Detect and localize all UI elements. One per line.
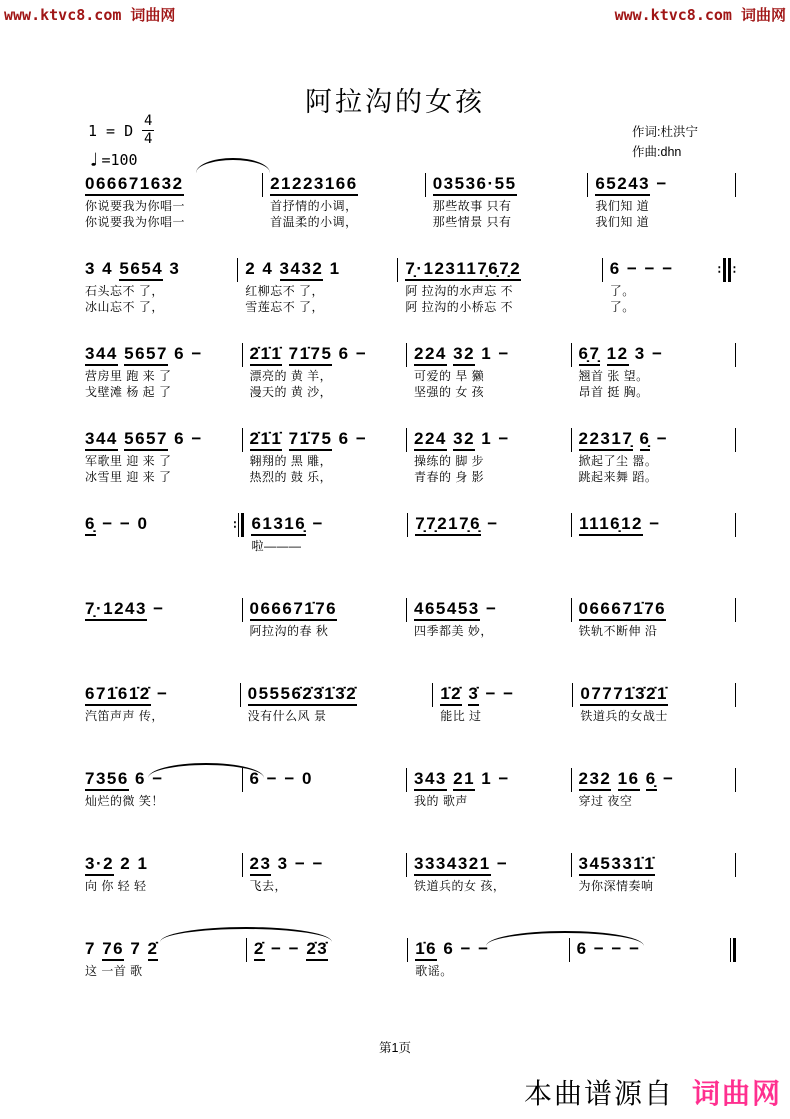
- notes: 6 − − −: [609, 259, 674, 278]
- lyric-line: 翘首 张 望。: [578, 369, 649, 383]
- source-brand: 词曲网: [691, 1078, 782, 1109]
- notes: 7̣·123117̣6̣7̣2: [405, 257, 596, 283]
- notes: 65243 −: [595, 172, 730, 198]
- barline: [406, 853, 407, 877]
- measure: [414, 767, 571, 809]
- notes: 3·2 2 1: [85, 852, 237, 878]
- lyric-line: 铁道兵的女 孩，: [414, 879, 506, 893]
- measure: [245, 257, 397, 315]
- lyric-line: 掀起了尘 嚣。: [578, 454, 658, 468]
- lyric-line: 营房里 跑 来 了: [85, 369, 172, 383]
- notes: 344 5657 6 −: [85, 342, 237, 368]
- barline: [735, 683, 736, 707]
- lyric-line: 雪莲忘不 了，: [245, 300, 325, 314]
- source-attribution: [524, 1072, 782, 1112]
- lyric-line: 阿 拉沟的水声忘 不: [405, 284, 514, 298]
- notes: 21223166: [270, 172, 420, 198]
- notes: 05556̇2̇3̇1̇3̇2̇: [248, 682, 428, 708]
- measure: [85, 937, 246, 979]
- notes: 6 − − −: [576, 939, 641, 958]
- barline: [406, 428, 407, 452]
- notes: 2 4 3432 1: [245, 257, 392, 283]
- notes: 344 5657 6 −: [85, 427, 237, 453]
- lyric-line: 啦———: [251, 539, 302, 553]
- barline: [571, 343, 572, 367]
- barline: [572, 683, 573, 707]
- notes: 3 4 5654 3: [85, 257, 232, 283]
- lyric-line: 穿过 夜空: [578, 794, 633, 808]
- notes: 465453 −: [414, 597, 566, 623]
- notes: 3334321 −: [414, 852, 566, 878]
- barline: [735, 173, 736, 197]
- lyric-line: 操练的 脚 步: [414, 454, 485, 468]
- page-number: 第1页: [379, 1041, 411, 1055]
- measure: [85, 427, 242, 485]
- notes: 343 21 1 −: [414, 767, 566, 793]
- lyric-line: 这 一首 歌: [85, 964, 143, 978]
- lyric-line: 阿拉沟的春 秋: [249, 624, 329, 638]
- barline: [735, 768, 736, 792]
- notes: 224 32 1 −: [414, 342, 566, 368]
- barline: [406, 343, 407, 367]
- measure: [579, 597, 736, 639]
- measure: [405, 257, 601, 315]
- lyric-line: 你说要我为你唱一: [85, 215, 186, 229]
- measure: [250, 767, 407, 793]
- measure: [248, 682, 433, 724]
- measure: [85, 597, 242, 623]
- measure: [85, 682, 240, 724]
- barline: [397, 258, 398, 282]
- lyric-line: 能比 过: [440, 709, 482, 723]
- barline: [407, 513, 408, 537]
- measure: [440, 682, 572, 724]
- lyric-line: 飞去，: [249, 879, 288, 893]
- tempo-value: =100: [101, 151, 138, 170]
- barline: [406, 768, 407, 792]
- notes: 1̇6 6 − −: [415, 937, 563, 963]
- measure: [579, 427, 736, 485]
- barline: [735, 513, 736, 537]
- system: [85, 427, 743, 485]
- measure: [580, 682, 735, 724]
- notes: 224 32 1 −: [414, 427, 566, 453]
- composer: 作曲:dhn: [632, 145, 682, 159]
- lyric-line: 冰雪里 迎 来 了: [85, 470, 172, 484]
- measure: [270, 172, 425, 230]
- barline: [735, 598, 736, 622]
- lyric-line: 可爱的 旱 獭: [414, 369, 485, 383]
- measure: [85, 852, 242, 894]
- barline: [571, 428, 572, 452]
- measure: [85, 342, 242, 400]
- lyric-line: 四季都美 妙，: [414, 624, 493, 638]
- notes: 232 16 6̣ −: [579, 767, 731, 793]
- lyric-line: 石头忘不 了，: [85, 284, 164, 298]
- barline: [735, 428, 736, 452]
- notes: 671̇61̇2̇ −: [85, 682, 235, 708]
- measure: [610, 257, 718, 315]
- lyric-line: 那些情景 只有: [432, 215, 512, 229]
- lyric-line: 红柳忘不 了，: [245, 284, 325, 298]
- measure: [250, 427, 407, 485]
- lyricist: 作词:杜洪宁: [632, 125, 698, 139]
- notes: 1̇2̇ 3̇ − −: [440, 682, 567, 708]
- measure: [251, 512, 407, 554]
- lyric-line: 你说要我为你唱一: [85, 199, 186, 213]
- lyric-line: 军歌里 迎 来 了: [85, 454, 172, 468]
- lyric-line: 铁轨不断伸 沿: [578, 624, 658, 638]
- barline: [406, 598, 407, 622]
- barline: [735, 343, 736, 367]
- lyric-line: 热烈的 鼓 乐，: [249, 470, 333, 484]
- measure: [414, 342, 571, 400]
- barline: [242, 598, 243, 622]
- system: [85, 597, 743, 639]
- notes: 1116̣12 −: [579, 512, 730, 538]
- notes: 6̣ − − 0: [85, 512, 228, 538]
- barline: [240, 683, 241, 707]
- barline: [242, 428, 243, 452]
- barline: [587, 173, 588, 197]
- repeat-both-barline: ∶ ∶: [718, 258, 736, 282]
- system: [85, 172, 743, 230]
- measure: [579, 767, 736, 809]
- measure: [414, 852, 571, 894]
- lyric-line: 青春的 身 影: [414, 470, 485, 484]
- lyric-line: 我的 歌声: [414, 794, 468, 808]
- lyric-line: 漂亮的 黄 羊，: [249, 369, 333, 383]
- notes: 6̣7̣ 12 3 −: [579, 342, 731, 368]
- source-prefix: 本曲谱源自: [523, 1078, 674, 1109]
- measure: [85, 257, 237, 315]
- system: [85, 682, 743, 724]
- final-barline: [730, 938, 736, 962]
- barline: [262, 173, 263, 197]
- meter-numerator: 4: [143, 113, 153, 129]
- notes: 066671632: [85, 172, 257, 198]
- system: [85, 937, 743, 979]
- measure: [414, 597, 571, 639]
- measure: [85, 172, 262, 230]
- lyric-line: 向 你 轻 轻: [85, 879, 147, 893]
- lyric-line: 汽笛声声 传，: [85, 709, 164, 723]
- lyric-line: 铁道兵的女战士: [580, 709, 668, 723]
- quarter-note-icon: ♩: [88, 148, 100, 171]
- lyric-line: 漫天的 黄 沙，: [249, 385, 333, 399]
- measure: [595, 172, 735, 230]
- lyric-line: 首温柔的小调，: [270, 215, 358, 229]
- barline: [571, 513, 572, 537]
- system: [85, 512, 743, 554]
- lyric-line: 了。: [609, 300, 635, 314]
- lyric-line: 我们知 道: [595, 215, 650, 229]
- lyric-line: 了。: [609, 284, 635, 298]
- meter-denominator: 4: [143, 131, 153, 148]
- measure: [85, 512, 233, 538]
- lyric-line: 跳起来舞 蹈。: [578, 470, 658, 484]
- watermark-top-left: www.ktvc8.com 词曲网: [4, 6, 176, 24]
- notes: 22317̣ 6̣ −: [579, 427, 731, 453]
- notes: 23 3 − −: [250, 852, 402, 878]
- lyric-line: 首抒情的小调，: [270, 199, 358, 213]
- measure: [579, 342, 736, 400]
- lyric-line: 歌谣。: [415, 964, 453, 978]
- system: [85, 852, 743, 894]
- measure: [414, 427, 571, 485]
- notes: 2̇1̇1̇ 71̇75 6 −: [250, 427, 402, 453]
- system: [85, 342, 743, 400]
- barline: [571, 768, 572, 792]
- notes: 6 − − 0: [249, 769, 313, 788]
- notes: 2̇ − − 2̇3̇: [254, 937, 402, 963]
- barline: [432, 683, 433, 707]
- barline: [237, 258, 238, 282]
- lyric-line: 灿烂的微 笑！: [85, 794, 164, 808]
- barline: [425, 173, 426, 197]
- barline: [242, 853, 243, 877]
- lyric-line: 阿 拉沟的小桥忘 不: [405, 300, 514, 314]
- repeat-end-barline: ∶: [233, 513, 244, 537]
- measure: [250, 342, 407, 400]
- barline: [602, 258, 603, 282]
- barline: [242, 343, 243, 367]
- key-label: 1 = D: [88, 121, 134, 140]
- notes: 066671̇76: [250, 597, 402, 623]
- lyric-line: 坚强的 女 孩: [414, 385, 485, 399]
- lyric-line: 那些故事 只有: [432, 199, 512, 213]
- notes: 7̣·1243 −: [85, 597, 237, 623]
- lyric-line: 翱翔的 黑 雕，: [249, 454, 333, 468]
- notes: 03536·55: [433, 172, 583, 198]
- notes: 066671̇76: [579, 597, 731, 623]
- lyric-line: 戈壁滩 杨 起 了: [85, 385, 172, 399]
- notes: 2̇1̇1̇ 71̇75 6 −: [250, 342, 402, 368]
- notes: 7356 6 −: [85, 767, 237, 793]
- barline: [571, 853, 572, 877]
- lyric-line: 冰山忘不 了，: [85, 300, 164, 314]
- lyric-line: 为你深情奏响: [578, 879, 654, 893]
- measure: [433, 172, 588, 230]
- measure: [579, 852, 736, 894]
- watermark-top-right: www.ktvc8.com 词曲网: [614, 6, 786, 24]
- notes: 345331̇1̇: [579, 852, 731, 878]
- system: [85, 257, 743, 315]
- barline: [571, 598, 572, 622]
- barline: [735, 853, 736, 877]
- measure: [579, 512, 735, 538]
- song-title: 阿拉沟的女孩: [305, 87, 485, 117]
- notes: 07771̇3̇2̇1̇: [580, 682, 730, 708]
- measure: [250, 852, 407, 894]
- notes: 7̣7̣217̣6̣ −: [415, 512, 566, 538]
- notes: 61316̣ −: [251, 512, 402, 538]
- notes: 7 76 7 2̇: [85, 937, 241, 963]
- measure: [415, 512, 571, 538]
- barline: [407, 938, 408, 962]
- measure: [250, 597, 407, 639]
- lyric-line: 昂首 挺 胸。: [578, 385, 649, 399]
- lyric-line: 没有什么风 景: [247, 709, 327, 723]
- lyric-line: 我们知 道: [595, 199, 650, 213]
